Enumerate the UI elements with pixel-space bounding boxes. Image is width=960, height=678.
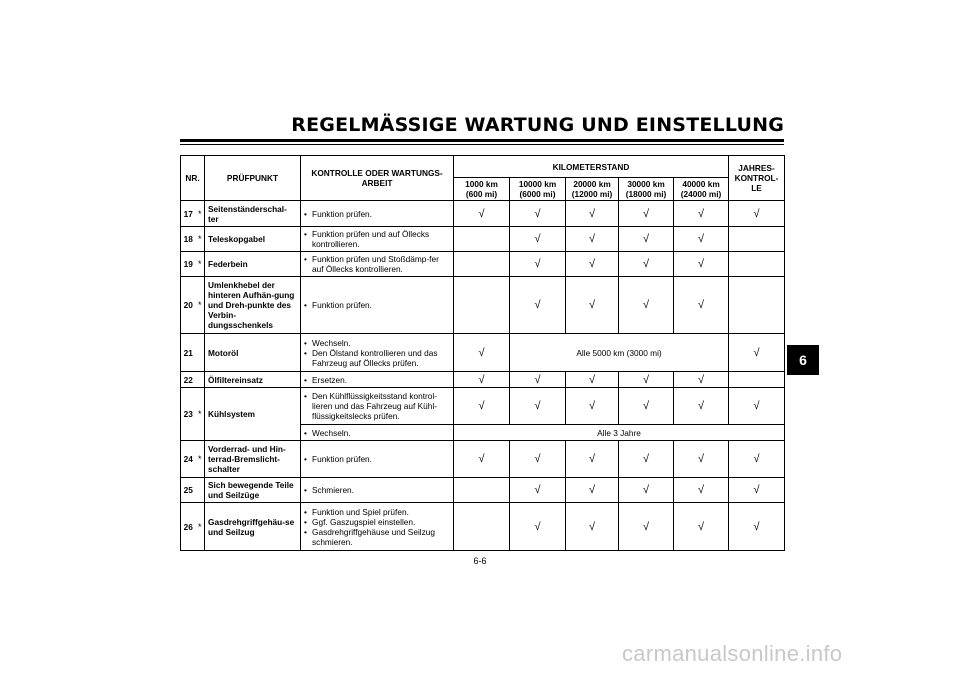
row-task: • Ersetzen. (301, 372, 454, 388)
row-task: • Den Kühlflüssigkeitsstand kontrol-lieren und das Fahrzeug auf Kühl-flüssigkeitslecks prüfen. (301, 388, 454, 425)
dealer-star: * (196, 388, 205, 441)
table-row (181, 277, 785, 334)
check-mark: √ (454, 441, 510, 478)
check-mark: √ (619, 503, 674, 551)
interval-note: Alle 5000 km (3000 mi) (510, 334, 729, 372)
dealer-star (196, 334, 205, 372)
row-task: • Funktion und Spiel prüfen. • Ggf. Gaszugspiel einstellen. • Gasdrehgriffgehäuse und Seilzug schmieren. (301, 503, 454, 551)
row-item: Gasdrehgriffgehäu-se und Seilzug (205, 503, 301, 551)
header-km-group: KILOMETERSTAND (454, 156, 729, 178)
row-task: • Schmieren. (301, 478, 454, 503)
row-task: • Funktion prüfen und auf Öllecks kontrollieren. (301, 227, 454, 252)
check-mark: √ (510, 252, 566, 277)
dealer-star: * (196, 441, 205, 478)
check-mark: √ (619, 252, 674, 277)
chapter-tab: 6 (787, 345, 819, 375)
row-item: Ölfiltereinsatz (205, 372, 301, 388)
check-mark: √ (729, 441, 785, 478)
empty-cell (454, 503, 510, 551)
row-number: 25 (181, 478, 196, 503)
check-mark: √ (619, 388, 674, 425)
row-item: Sich bewegende Teile und Seilzüge (205, 478, 301, 503)
check-mark: √ (566, 252, 619, 277)
check-mark: √ (510, 277, 566, 334)
check-mark: √ (729, 503, 785, 551)
row-number: 21 (181, 334, 196, 372)
header-item: PRÜFPUNKT (205, 156, 301, 201)
empty-cell (454, 252, 510, 277)
dealer-star: * (196, 503, 205, 551)
check-mark: √ (566, 372, 619, 388)
check-mark: √ (674, 441, 729, 478)
row-task: • Funktion prüfen. (301, 201, 454, 227)
dealer-star (196, 478, 205, 503)
row-item: Umlenkhebel der hinteren Aufhän-gung und Dreh-punkte des Verbin-dungsschenkels (205, 277, 301, 334)
check-mark: √ (619, 478, 674, 503)
table-row (181, 503, 785, 551)
check-mark: √ (674, 252, 729, 277)
header-km-4: 30000 km (18000 mi) (619, 178, 674, 201)
empty-cell (729, 227, 785, 252)
row-number: 20 (181, 277, 196, 334)
table-row (181, 334, 785, 372)
row-number: 17 (181, 201, 196, 227)
dealer-star (196, 372, 205, 388)
maintenance-table (180, 155, 785, 551)
row-item: Kühlsystem (205, 388, 301, 441)
table-row (181, 388, 785, 425)
check-mark: √ (566, 201, 619, 227)
check-mark: √ (619, 227, 674, 252)
check-mark: √ (454, 201, 510, 227)
check-mark: √ (454, 372, 510, 388)
check-mark: √ (510, 441, 566, 478)
empty-cell (729, 277, 785, 334)
empty-cell (729, 252, 785, 277)
check-mark: √ (566, 441, 619, 478)
check-mark: √ (674, 388, 729, 425)
row-number: 18 (181, 227, 196, 252)
check-mark: √ (566, 388, 619, 425)
check-mark: √ (510, 478, 566, 503)
row-item: Motoröl (205, 334, 301, 372)
row-task: • Funktion prüfen. (301, 277, 454, 334)
check-mark: √ (510, 201, 566, 227)
empty-cell (454, 227, 510, 252)
title-rule-thin (180, 144, 784, 145)
check-mark: √ (454, 334, 510, 372)
check-mark: √ (674, 201, 729, 227)
check-mark: √ (510, 503, 566, 551)
row-task: • Wechseln. (301, 425, 454, 441)
header-check: KONTROLLE ODER WARTUNGS-ARBEIT (301, 156, 454, 201)
row-item: Vorderrad- und Hin-terrad-Bremslicht-schalter (205, 441, 301, 478)
row-task: • Funktion prüfen. (301, 441, 454, 478)
dealer-star: * (196, 252, 205, 277)
check-mark: √ (510, 227, 566, 252)
dealer-star: * (196, 277, 205, 334)
check-mark: √ (729, 334, 785, 372)
row-number: 24 (181, 441, 196, 478)
check-mark: √ (729, 388, 785, 425)
check-mark: √ (566, 277, 619, 334)
header-km-5: 40000 km (24000 mi) (674, 178, 729, 201)
header-nr: NR. (181, 156, 205, 201)
check-mark: √ (729, 478, 785, 503)
page-number: 6-6 (473, 556, 487, 566)
check-mark: √ (729, 201, 785, 227)
title-rule-thick (180, 139, 784, 142)
check-mark: √ (674, 478, 729, 503)
watermark: carmanualsonline.info (622, 641, 843, 666)
check-mark: √ (674, 503, 729, 551)
row-number: 26 (181, 503, 196, 551)
check-mark: √ (566, 503, 619, 551)
table-row (181, 201, 785, 227)
check-mark: √ (619, 441, 674, 478)
row-item: Federbein (205, 252, 301, 277)
header-km-2: 10000 km (6000 mi) (510, 178, 566, 201)
header-km-3: 20000 km (12000 mi) (566, 178, 619, 201)
interval-note: Alle 3 Jahre (454, 425, 785, 441)
row-task: • Wechseln. • Den Ölstand kontrollieren und das Fahrzeug auf Öllecks prüfen. (301, 334, 454, 372)
check-mark: √ (619, 277, 674, 334)
check-mark: √ (619, 372, 674, 388)
empty-cell (454, 277, 510, 334)
page-title: REGELMÄSSIGE WARTUNG UND EINSTELLUNG (291, 114, 784, 136)
row-number: 23 (181, 388, 196, 441)
dealer-star: * (196, 201, 205, 227)
table-row (181, 441, 785, 478)
check-mark: √ (674, 277, 729, 334)
check-mark: √ (454, 388, 510, 425)
table-row (181, 227, 785, 252)
row-task: • Funktion prüfen und Stoßdämp-fer auf Öllecks kontrollieren. (301, 252, 454, 277)
row-number: 19 (181, 252, 196, 277)
table-row (181, 372, 785, 388)
row-number: 22 (181, 372, 196, 388)
empty-cell (729, 372, 785, 388)
check-mark: √ (510, 388, 566, 425)
table-row (181, 252, 785, 277)
row-item: Teleskopgabel (205, 227, 301, 252)
dealer-star: * (196, 227, 205, 252)
check-mark: √ (674, 372, 729, 388)
check-mark: √ (619, 201, 674, 227)
header-km-1: 1000 km (600 mi) (454, 178, 510, 201)
empty-cell (454, 478, 510, 503)
check-mark: √ (566, 478, 619, 503)
row-item: Seitenständerschal-ter (205, 201, 301, 227)
check-mark: √ (566, 227, 619, 252)
header-annual: JAHRES-KONTROL-LE (729, 156, 785, 201)
table-row (181, 478, 785, 503)
check-mark: √ (674, 227, 729, 252)
check-mark: √ (510, 372, 566, 388)
